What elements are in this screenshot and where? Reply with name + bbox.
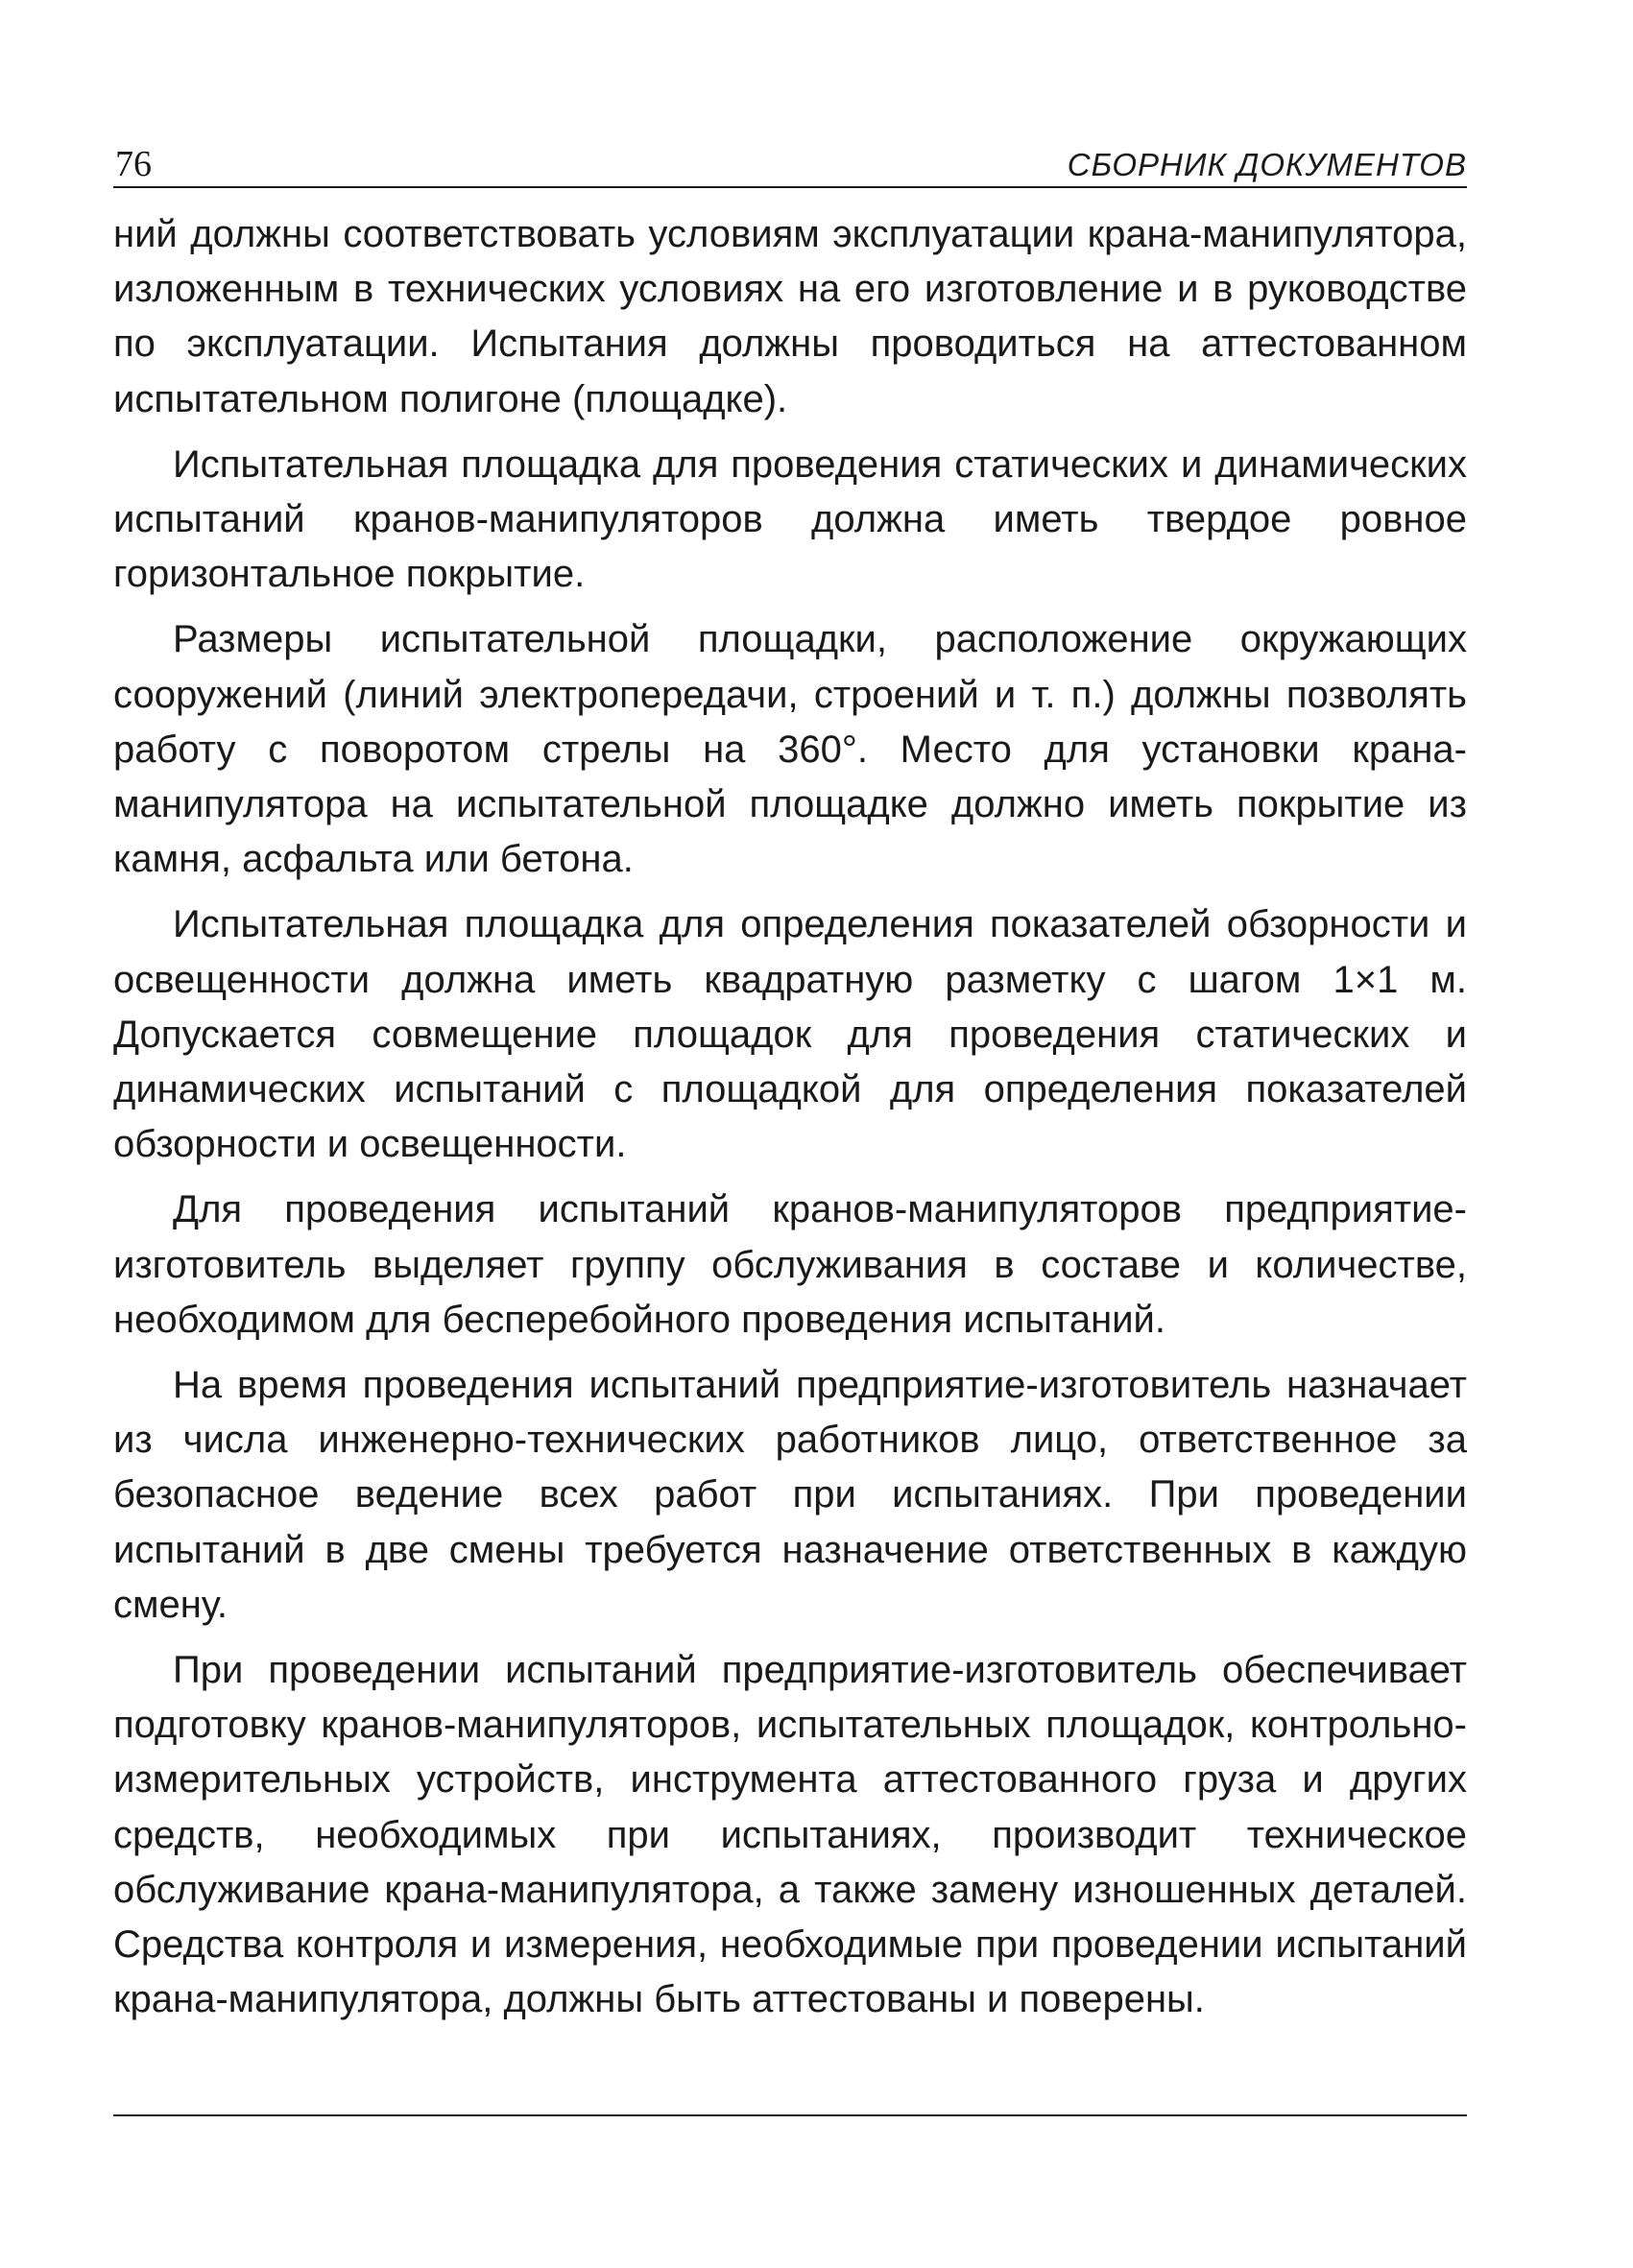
footer-rule (113, 2114, 1467, 2116)
page-number: 76 (115, 144, 152, 184)
paragraph-continuation: ний должны соответствовать условиям эксплуатации крана-манипулятора, изложенным в технических условиях на его изготовление и в руководстве по эксплуатации. Испытания должны проводиться на аттестованном испытательном полигоне (площадке). (113, 213, 1467, 420)
running-title: СБОРНИК ДОКУМЕНТОВ (1067, 147, 1467, 182)
paragraph-visibility-site: Испытательная площадка для определения показателей обзорности и освещенности должна иметь квадратную разметку с шагом 1×1 м. Допускается совмещение площадок для проведения статических и динамических испытаний с площадкой для определения показателей обзорности и освещенности. (113, 903, 1467, 1166)
paragraph-responsible-person: На время проведения испытаний предприятие-изготовитель назначает из числа инженерно-технических работников лицо, ответственное за безопасное ведение всех работ при испытаниях. При проведении испытаний в две смены требуется назначение ответственных в каждую смену. (113, 1364, 1467, 1626)
paragraph-service-group: Для проведения испытаний кранов-манипуляторов предприятие-изготовитель выделяет группу обслуживания в составе и количестве, необходимом для бесперебойного проведения испытаний. (113, 1188, 1467, 1341)
document-page (113, 136, 1467, 2039)
body-text (113, 207, 1467, 2028)
paragraph-manufacturer-duties: При проведении испытаний предприятие-изготовитель обеспечивает подготовку кранов-манипуляторов, испытательных площадок, контрольно-измерительных устройств, инструмента аттестованного груза и других средств, необходимых при испытаниях, производит техническое обслуживание крана-манипулятора, а также замену изношенных деталей. Средства контроля и измерения, необходимые при проведении испытаний крана-манипулятора, должны быть аттестованы и поверены. (113, 1649, 1467, 2021)
paragraph-test-site-surface: Испытательная площадка для проведения статических и динамических испытаний кранов-манипуляторов должна иметь твердое ровное горизонтальное покрытие. (113, 442, 1467, 596)
page-header (113, 136, 1467, 188)
paragraph-test-site-dimensions: Размеры испытательной площадки, расположение окружающих сооружений (линий электропередачи, строений и т. п.) должны позволять работу с поворотом стрелы на 360°. Место для установки крана-манипулятора на испытательной площадке должно иметь покрытие из камня, асфальта или бетона. (113, 618, 1467, 881)
